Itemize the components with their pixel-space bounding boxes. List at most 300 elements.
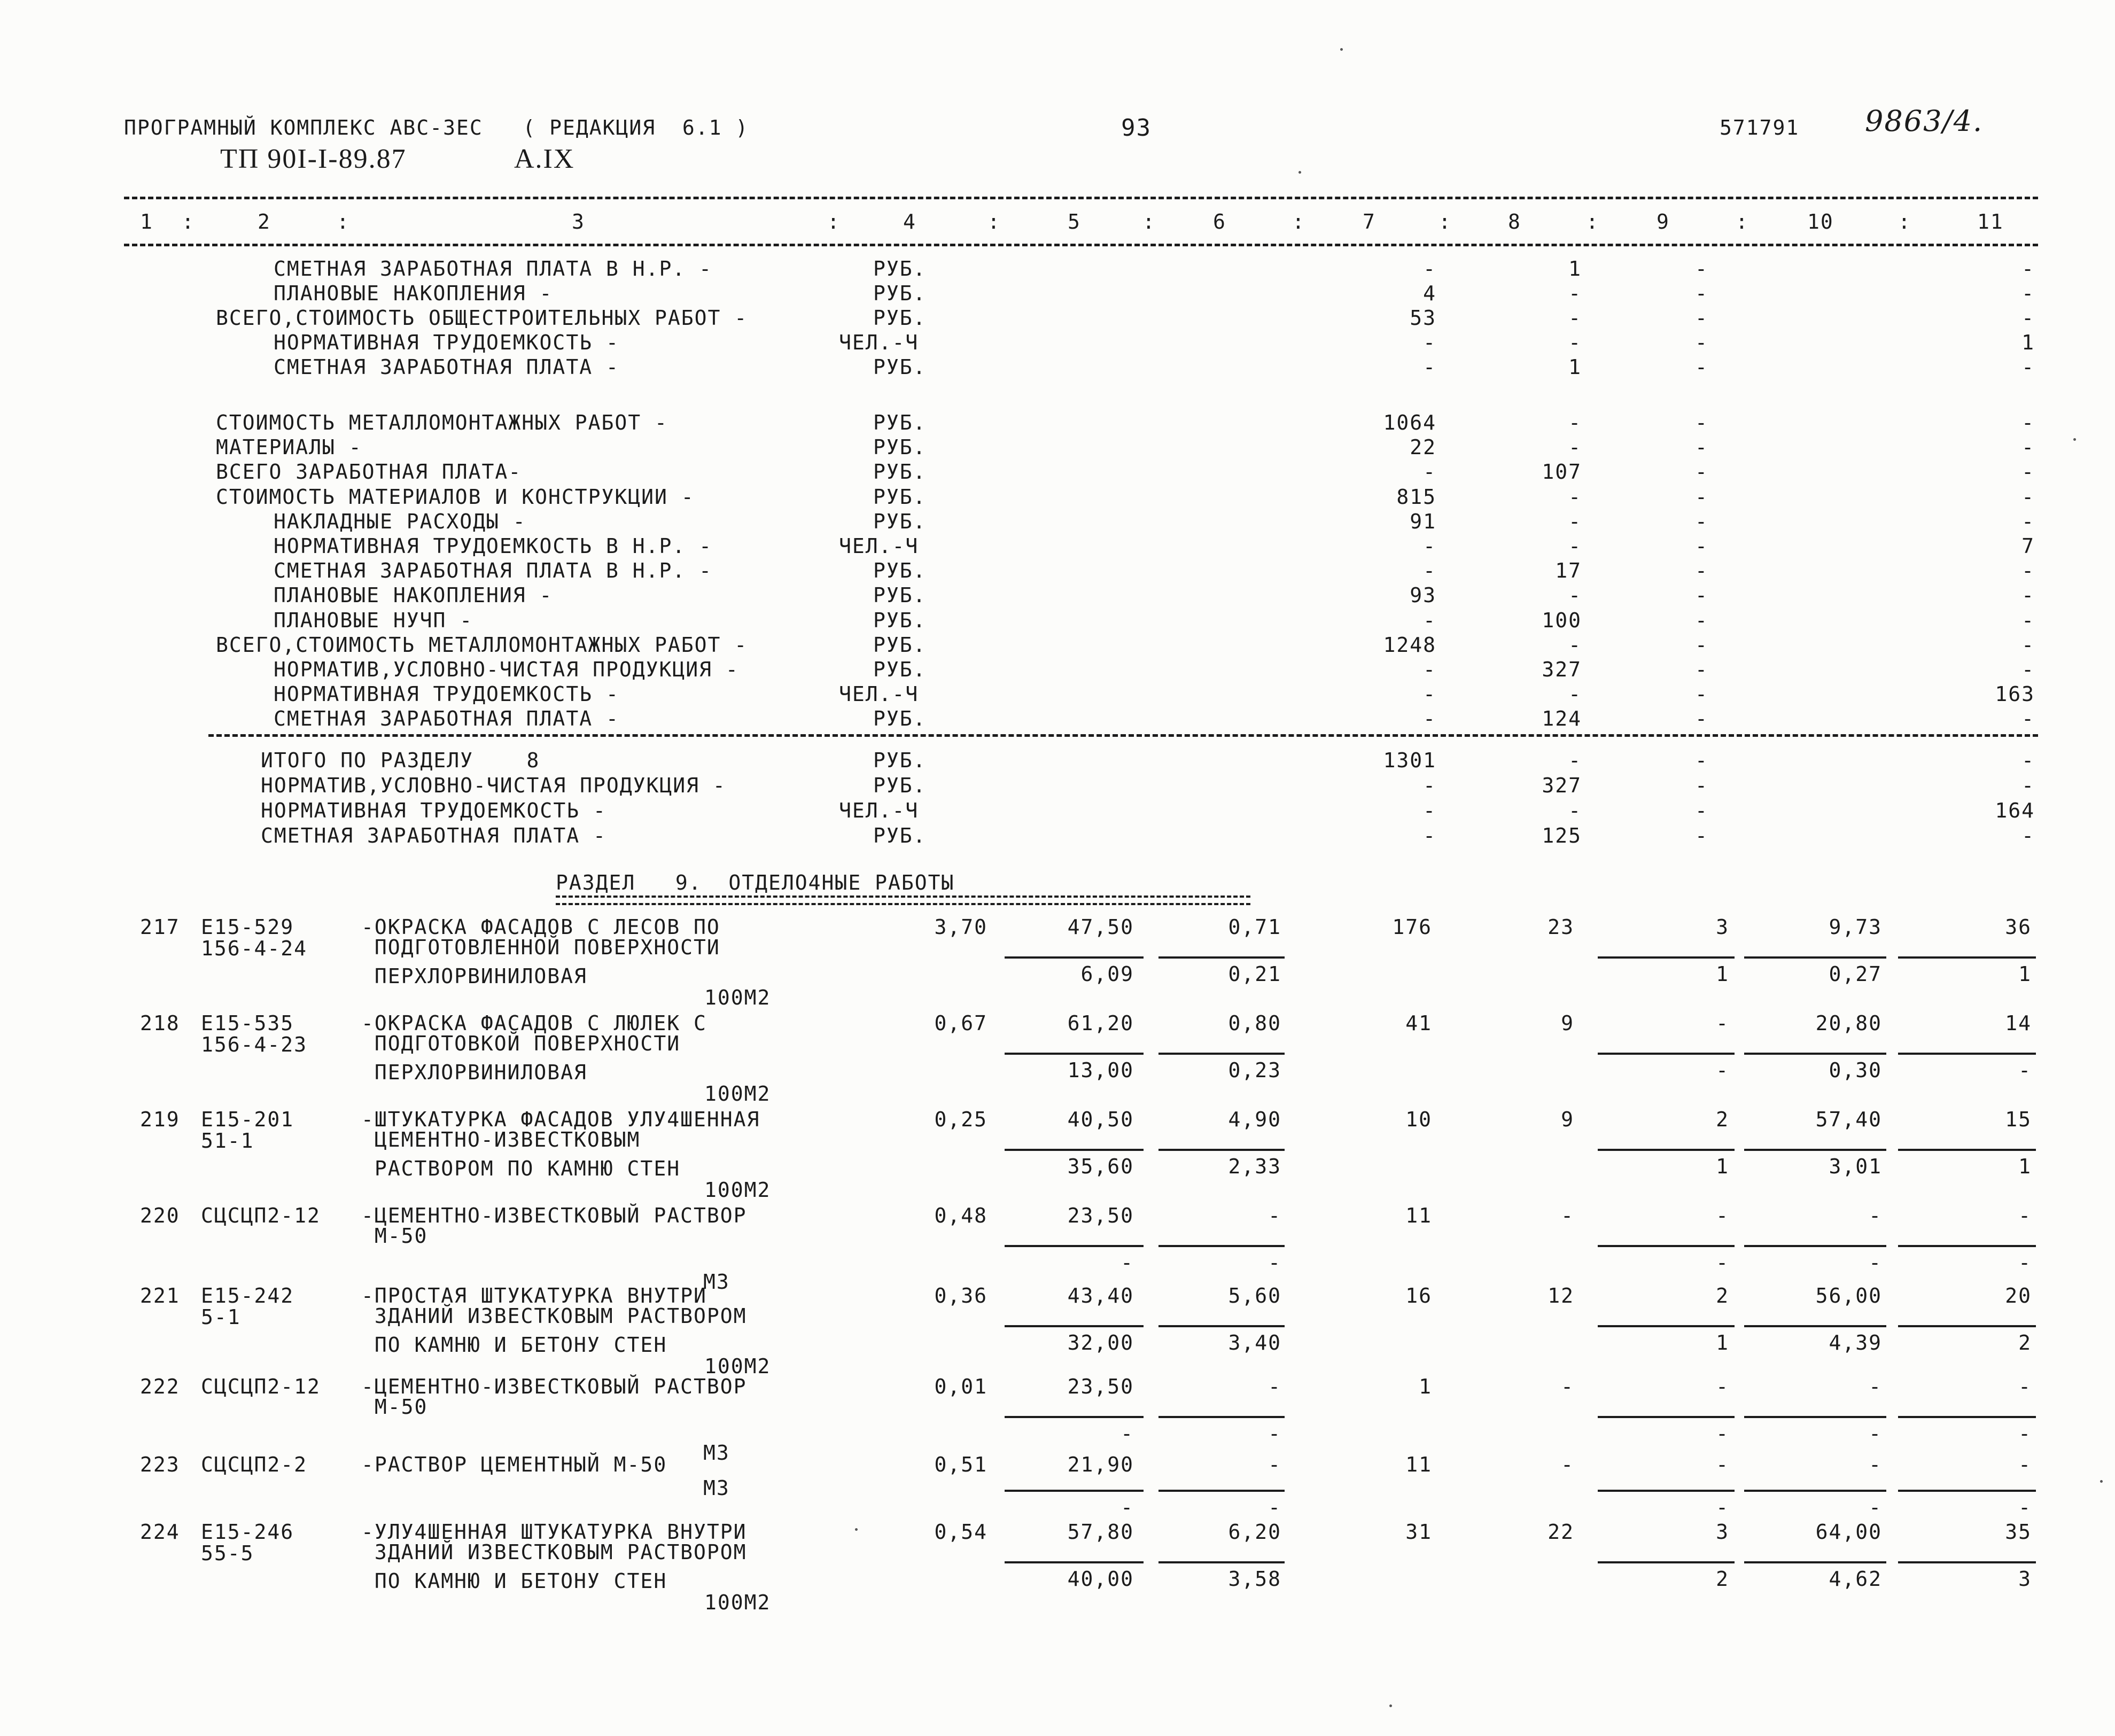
underline-col9	[1598, 1490, 1735, 1492]
unit-price-total: 23,50	[1067, 1375, 1134, 1398]
unit-price-wages: -	[1268, 1375, 1281, 1398]
header-rule-top	[124, 197, 2038, 199]
cell-col9: -	[1695, 355, 1708, 379]
column-header-4: 4	[903, 210, 916, 233]
unit-price-wages: 0,80	[1228, 1011, 1281, 1035]
document-code: 571791	[1720, 116, 1800, 139]
underline-col9	[1598, 1053, 1735, 1055]
item-description: -УЛУ4ШЕННАЯ ШТУКАТУРКА ВНУТРИ	[361, 1520, 747, 1544]
cell-col9: -	[1695, 749, 1708, 772]
cell-col9: -	[1695, 824, 1708, 847]
row-unit: РУБ.	[873, 460, 927, 484]
section-title-underline	[556, 896, 1250, 905]
labor-norm: 20,80	[1815, 1011, 1882, 1035]
cell-col9: -	[1695, 534, 1708, 558]
machine-labor-norm: 4,39	[1829, 1331, 1882, 1354]
cell-col8: 1	[1568, 257, 1582, 281]
total-wages: -	[1561, 1453, 1574, 1476]
total-wages: 12	[1548, 1284, 1574, 1307]
cell-col11: -	[2021, 306, 2035, 330]
labor-total: -	[2018, 1204, 2032, 1227]
total-cost: 11	[1405, 1204, 1432, 1227]
machine-price: 32,00	[1067, 1331, 1134, 1354]
cell-col7: -	[1423, 534, 1436, 558]
item-description: РАСТВОРОМ ПО КАМНЮ СТЕН	[361, 1157, 681, 1180]
item-norm-code: 5-1	[201, 1305, 241, 1329]
scan-speck	[2100, 1480, 2103, 1483]
cell-col11: -	[2021, 355, 2035, 379]
underline-col10	[1744, 1561, 1886, 1563]
total-wages: 9	[1561, 1011, 1574, 1035]
item-description: -ПРОСТАЯ ШТУКАТУРКА ВНУТРИ	[361, 1284, 707, 1307]
column-header-9: 9	[1657, 210, 1670, 233]
total-cost: 16	[1405, 1284, 1432, 1307]
cell-col8: -	[1568, 435, 1582, 460]
underline-col5	[1005, 1416, 1144, 1418]
cell-col8: 327	[1542, 774, 1582, 797]
unit-price-wages: 0,71	[1228, 915, 1281, 939]
cell-col11: 164	[1995, 799, 2035, 822]
item-code: Е15-535	[201, 1011, 294, 1035]
machine-wages: -	[1268, 1422, 1281, 1445]
underline-col10	[1744, 1325, 1886, 1327]
item-description: М-50	[361, 1224, 428, 1248]
item-number: 223	[140, 1453, 180, 1476]
unit-price-wages: -	[1268, 1204, 1281, 1227]
machine-price: 6,09	[1080, 962, 1134, 986]
machine-wages-total: 1	[1716, 1155, 1729, 1178]
row-unit: РУБ.	[873, 257, 927, 281]
machine-labor-norm: -	[1869, 1422, 1882, 1445]
cell-col7: -	[1423, 658, 1436, 681]
album-number: А.IX	[514, 144, 575, 174]
unit-price-total: 40,50	[1067, 1108, 1134, 1131]
section-title: РАЗДЕЛ 9. ОТДЕЛО4НЫЕ РАБОТЫ	[556, 871, 955, 894]
item-code: Е15-246	[201, 1520, 294, 1544]
item-number: 224	[140, 1520, 180, 1544]
item-norm-code: 156-4-24	[201, 937, 308, 960]
labor-total: 35	[2005, 1520, 2032, 1544]
cell-col8: -	[1568, 749, 1582, 772]
cell-col9: -	[1695, 774, 1708, 797]
header-rule-bottom	[124, 244, 2038, 246]
underline-col11	[1898, 1416, 2036, 1418]
row-unit: ЧЕЛ.-Ч	[839, 331, 919, 354]
row-unit: РУБ.	[873, 509, 927, 533]
unit-price-total: 43,40	[1067, 1284, 1134, 1307]
underline-col10	[1744, 1149, 1886, 1151]
row-unit: РУБ.	[873, 485, 927, 509]
labor-norm: -	[1869, 1375, 1882, 1398]
cell-col8: -	[1568, 306, 1582, 330]
cell-col8: -	[1568, 682, 1582, 706]
item-quantity: 0,48	[934, 1204, 987, 1227]
underline-col6	[1158, 1561, 1285, 1563]
cell-col9: -	[1695, 257, 1708, 281]
labor-total: -	[2018, 1375, 2032, 1398]
underline-col5	[1005, 1053, 1144, 1055]
cell-col11: 163	[1995, 682, 2035, 706]
cell-col9: -	[1695, 559, 1708, 583]
underline-col11	[1898, 956, 2036, 959]
labor-total: 15	[2005, 1108, 2032, 1131]
underline-col10	[1744, 1416, 1886, 1418]
row-label: СМЕТНАЯ ЗАРАБОТНАЯ ПЛАТА -	[274, 707, 619, 731]
item-unit: 100М2	[704, 1082, 771, 1106]
cell-col9: -	[1695, 682, 1708, 706]
cell-col8: -	[1568, 331, 1582, 354]
cell-col9: -	[1695, 485, 1708, 509]
row-label: НАКЛАДНЫЕ РАСХОДЫ -	[274, 509, 526, 533]
row-label: ВСЕГО,СТОИМОСТЬ МЕТАЛЛОМОНТАЖНЫХ РАБОТ -	[216, 633, 748, 657]
column-separator: :	[987, 210, 1001, 233]
unit-price-total: 23,50	[1067, 1204, 1134, 1227]
cell-col8: -	[1568, 633, 1582, 657]
total-wages: -	[1561, 1375, 1574, 1398]
column-separator: :	[827, 210, 841, 233]
item-code: Е15-529	[201, 915, 294, 939]
labor-norm: 9,73	[1829, 915, 1882, 939]
item-unit: 100М2	[704, 986, 771, 1009]
row-label: СМЕТНАЯ ЗАРАБОТНАЯ ПЛАТА В Н.Р. -	[274, 559, 712, 583]
machine-cost: 3	[1716, 915, 1729, 939]
underline-col6	[1158, 1325, 1285, 1327]
item-description: ПЕРХЛОРВИНИЛОВАЯ	[361, 964, 587, 988]
item-description: -ОКРАСКА ФАСАДОВ С ЛЮЛЕК С	[361, 1011, 707, 1035]
cell-col11: 7	[2021, 534, 2035, 558]
machine-labor-norm: 3,01	[1829, 1155, 1882, 1178]
total-cost: 31	[1405, 1520, 1432, 1544]
row-label: ПЛАНОВЫЕ НУЧП -	[274, 608, 473, 632]
row-label: МАТЕРИАЛЫ -	[216, 435, 362, 460]
row-label: СТОИМОСТЬ МАТЕРИАЛОВ И КОНСТРУКЦИИ -	[216, 485, 695, 509]
item-number: 220	[140, 1204, 180, 1227]
cell-col11: -	[2021, 608, 2035, 632]
cell-col11: -	[2021, 774, 2035, 797]
unit-price-wages: -	[1268, 1453, 1281, 1476]
column-separator: :	[1586, 210, 1599, 233]
cell-col9: -	[1695, 460, 1708, 484]
machine-wages: 3,58	[1228, 1567, 1281, 1591]
cell-col8: -	[1568, 485, 1582, 509]
cell-col8: 125	[1542, 824, 1582, 847]
cell-col11: -	[2021, 282, 2035, 305]
row-label: СМЕТНАЯ ЗАРАБОТНАЯ ПЛАТА -	[274, 355, 619, 379]
row-label: ПЛАНОВЫЕ НАКОПЛЕНИЯ -	[274, 282, 553, 305]
underline-col9	[1598, 1561, 1735, 1563]
item-description: М-50	[361, 1395, 428, 1419]
cell-col9: -	[1695, 331, 1708, 354]
item-description: ПОДГОТОВЛЕННОЙ ПОВЕРХНОСТИ	[361, 936, 720, 959]
item-unit: М3	[703, 1441, 730, 1465]
machine-price: -	[1121, 1422, 1134, 1445]
cell-col11: -	[2021, 257, 2035, 281]
machine-wages-total: -	[1716, 1496, 1729, 1519]
column-header-5: 5	[1068, 210, 1081, 233]
labor-norm: 57,40	[1815, 1108, 1882, 1131]
column-header-8: 8	[1508, 210, 1521, 233]
cell-col11: -	[2021, 411, 2035, 434]
item-code: СЦСЦП2-12	[201, 1375, 321, 1398]
machine-price: 40,00	[1067, 1567, 1134, 1591]
cell-col7: 22	[1410, 435, 1436, 460]
underline-col9	[1598, 1416, 1735, 1418]
item-unit: 100М2	[704, 1178, 771, 1202]
row-label: НОРМАТИВНАЯ ТРУДОЕМКОСТЬ -	[274, 682, 619, 706]
item-description: -РАСТВОР ЦЕМЕНТНЫЙ М-50	[361, 1453, 667, 1476]
row-label: ВСЕГО,СТОИМОСТЬ ОБЩЕСТРОИТЕЛЬНЫХ РАБОТ -	[216, 306, 748, 330]
scan-speck	[1298, 171, 1301, 174]
cell-col9: -	[1695, 435, 1708, 460]
row-unit: РУБ.	[873, 306, 927, 330]
cell-col11: -	[2021, 509, 2035, 533]
row-label: СМЕТНАЯ ЗАРАБОТНАЯ ПЛАТА -	[261, 824, 606, 847]
underline-col10	[1744, 956, 1886, 959]
cell-col8: -	[1568, 282, 1582, 305]
cell-col8: 17	[1555, 559, 1582, 583]
cell-col9: -	[1695, 608, 1708, 632]
machine-price: -	[1121, 1496, 1134, 1519]
labor-norm: -	[1869, 1453, 1882, 1476]
machine-wages: -	[1268, 1251, 1281, 1274]
machine-price: -	[1121, 1251, 1134, 1274]
underline-col6	[1158, 1245, 1285, 1247]
machine-cost: -	[1716, 1011, 1729, 1035]
labor-norm: 64,00	[1815, 1520, 1882, 1544]
cell-col9: -	[1695, 633, 1708, 657]
item-unit: 100М2	[704, 1591, 771, 1614]
cell-col9: -	[1695, 306, 1708, 330]
cell-col11: -	[2021, 749, 2035, 772]
underline-col10	[1744, 1245, 1886, 1247]
item-number: 222	[140, 1375, 180, 1398]
item-description: ЦЕМЕНТНО-ИЗВЕСТКОВЫМ	[361, 1128, 641, 1151]
row-label: ПЛАНОВЫЕ НАКОПЛЕНИЯ -	[274, 583, 553, 608]
row-unit: РУБ.	[873, 658, 927, 681]
item-norm-code: 55-5	[201, 1542, 254, 1565]
row-label: НОРМАТИВНАЯ ТРУДОЕМКОСТЬ -	[274, 331, 619, 354]
machine-wages: 0,23	[1228, 1058, 1281, 1082]
cell-col7: -	[1423, 559, 1436, 583]
machine-labor-norm: -	[1869, 1251, 1882, 1274]
cell-col7: -	[1423, 682, 1436, 706]
total-wages: -	[1561, 1204, 1574, 1227]
cell-col7: -	[1423, 331, 1436, 354]
machine-cost: 2	[1716, 1284, 1729, 1307]
cell-col11: -	[2021, 658, 2035, 681]
item-description: -ОКРАСКА ФАСАДОВ С ЛЕСОВ ПО	[361, 915, 720, 939]
item-number: 217	[140, 915, 180, 939]
cell-col7: 1248	[1383, 633, 1436, 657]
cell-col9: -	[1695, 411, 1708, 434]
handwritten-sheet-number: 9863/4.	[1865, 104, 1984, 138]
total-wages: 9	[1561, 1108, 1574, 1131]
cell-col8: 107	[1542, 460, 1582, 484]
machine-labor-total: -	[2018, 1422, 2032, 1445]
cell-col8: -	[1568, 509, 1582, 533]
machine-wages-total: -	[1716, 1251, 1729, 1274]
machine-labor-norm: 0,27	[1829, 962, 1882, 986]
total-cost: 10	[1405, 1108, 1432, 1131]
item-quantity: 3,70	[934, 915, 987, 939]
cell-col8: 1	[1568, 355, 1582, 379]
cell-col8: 100	[1542, 608, 1582, 632]
cell-col11: -	[2021, 559, 2035, 583]
machine-cost: -	[1716, 1375, 1729, 1398]
labor-norm: 56,00	[1815, 1284, 1882, 1307]
underline-col5	[1005, 1325, 1144, 1327]
cell-col11: -	[2021, 435, 2035, 460]
row-unit: РУБ.	[873, 411, 927, 434]
item-unit: 100М2	[704, 1354, 771, 1378]
item-quantity: 0,36	[934, 1284, 987, 1307]
item-code: Е15-201	[201, 1108, 294, 1131]
cell-col8: 327	[1542, 658, 1582, 681]
cell-col7: -	[1423, 355, 1436, 379]
scan-speck	[1340, 48, 1343, 51]
labor-norm: -	[1869, 1204, 1882, 1227]
cell-col8: -	[1568, 411, 1582, 434]
machine-wages: 3,40	[1228, 1331, 1281, 1354]
item-quantity: 0,01	[934, 1375, 987, 1398]
row-unit: РУБ.	[873, 559, 927, 583]
machine-wages-total: -	[1716, 1058, 1729, 1082]
cell-col8: -	[1568, 534, 1582, 558]
underline-col11	[1898, 1561, 2036, 1563]
cell-col7: 815	[1396, 485, 1436, 509]
item-quantity: 0,67	[934, 1011, 987, 1035]
cell-col9: -	[1695, 282, 1708, 305]
machine-labor-norm: 0,30	[1829, 1058, 1882, 1082]
cell-col7: -	[1423, 608, 1436, 632]
item-description: -ЦЕМЕНТНО-ИЗВЕСТКОВЫЙ РАСТВОР	[361, 1204, 747, 1227]
machine-wages-total: 2	[1716, 1567, 1729, 1591]
item-unit: М3	[703, 1476, 730, 1500]
underline-col11	[1898, 1149, 2036, 1151]
column-header-3: 3	[572, 210, 585, 233]
page-number: 93	[1121, 114, 1152, 142]
item-norm-code: 156-4-23	[201, 1033, 308, 1056]
row-label: ИТОГО ПО РАЗДЕЛУ 8	[261, 749, 540, 772]
cell-col11: -	[2021, 824, 2035, 847]
cell-col9: -	[1695, 799, 1708, 822]
column-separator: :	[1142, 210, 1156, 233]
row-unit: ЧЕЛ.-Ч	[839, 682, 919, 706]
underline-col6	[1158, 956, 1285, 959]
item-code: Е15-242	[201, 1284, 294, 1307]
row-unit: РУБ.	[873, 435, 927, 460]
total-cost: 11	[1405, 1453, 1432, 1476]
total-cost: 41	[1405, 1011, 1432, 1035]
labor-total: 20	[2005, 1284, 2032, 1307]
row-unit: РУБ.	[873, 355, 927, 379]
labor-total: -	[2018, 1453, 2032, 1476]
cell-col11: -	[2021, 485, 2035, 509]
item-unit: М3	[703, 1270, 730, 1294]
cell-col11: -	[2021, 633, 2035, 657]
machine-wages: -	[1268, 1496, 1281, 1519]
column-separator: :	[182, 210, 195, 233]
labor-total: 36	[2005, 915, 2032, 939]
cell-col7: 1301	[1383, 749, 1436, 772]
underline-col11	[1898, 1325, 2036, 1327]
cell-col11: -	[2021, 707, 2035, 731]
underline-col6	[1158, 1149, 1285, 1151]
total-cost: 1	[1419, 1375, 1432, 1398]
underline-col9	[1598, 1245, 1735, 1247]
machine-labor-norm: 4,62	[1829, 1567, 1882, 1591]
row-label: НОРМАТИВНАЯ ТРУДОЕМКОСТЬ В Н.Р. -	[274, 534, 712, 558]
underline-col10	[1744, 1490, 1886, 1492]
cell-col8: -	[1568, 799, 1582, 822]
column-header-7: 7	[1363, 210, 1376, 233]
cell-col9: -	[1695, 509, 1708, 533]
row-unit: РУБ.	[873, 707, 927, 731]
machine-labor-total: -	[2018, 1251, 2032, 1274]
row-unit: РУБ.	[873, 633, 927, 657]
machine-wages-total: -	[1716, 1422, 1729, 1445]
unit-price-wages: 5,60	[1228, 1284, 1281, 1307]
total-cost: 176	[1392, 915, 1432, 939]
underline-col11	[1898, 1245, 2036, 1247]
underline-col5	[1005, 956, 1144, 959]
column-header-11: 11	[1977, 210, 2004, 233]
item-description: -ШТУКАТУРКА ФАСАДОВ УЛУ4ШЕННАЯ	[361, 1108, 760, 1131]
cell-col11: -	[2021, 583, 2035, 608]
row-label: СТОИМОСТЬ МЕТАЛЛОМОНТАЖНЫХ РАБОТ -	[216, 411, 668, 434]
underline-col10	[1744, 1053, 1886, 1055]
row-unit: РУБ.	[873, 774, 927, 797]
item-number: 219	[140, 1108, 180, 1131]
underline-col5	[1005, 1245, 1144, 1247]
underline-col9	[1598, 1325, 1735, 1327]
cell-col7: 53	[1410, 306, 1436, 330]
cell-col7: -	[1423, 824, 1436, 847]
machine-wages-total: 1	[1716, 1331, 1729, 1354]
row-unit: ЧЕЛ.-Ч	[839, 799, 919, 822]
item-code: СЦСЦП2-12	[201, 1204, 321, 1227]
column-header-1: 1	[140, 210, 153, 233]
unit-price-total: 57,80	[1067, 1520, 1134, 1544]
item-description: ПО КАМНЮ И БЕТОНУ СТЕН	[361, 1569, 667, 1593]
scan-speck	[2073, 438, 2076, 441]
underline-col9	[1598, 1149, 1735, 1151]
column-header-6: 6	[1213, 210, 1226, 233]
row-unit: РУБ.	[873, 824, 927, 847]
unit-price-total: 21,90	[1067, 1453, 1134, 1476]
machine-price: 13,00	[1067, 1058, 1134, 1082]
item-quantity: 0,51	[934, 1453, 987, 1476]
machine-cost: -	[1716, 1204, 1729, 1227]
total-wages: 23	[1548, 915, 1574, 939]
cell-col7: 93	[1410, 583, 1436, 608]
underline-col6	[1158, 1490, 1285, 1492]
cell-col11: 1	[2021, 331, 2035, 354]
machine-wages: 0,21	[1228, 962, 1281, 986]
column-separator: :	[1438, 210, 1452, 233]
row-unit: РУБ.	[873, 608, 927, 632]
cell-col7: -	[1423, 799, 1436, 822]
cell-col7: -	[1423, 707, 1436, 731]
underline-col6	[1158, 1053, 1285, 1055]
cell-col9: -	[1695, 658, 1708, 681]
column-separator: :	[337, 210, 350, 233]
unit-price-total: 61,20	[1067, 1011, 1134, 1035]
cell-col9: -	[1695, 707, 1708, 731]
row-label: НОРМАТИВНАЯ ТРУДОЕМКОСТЬ -	[261, 799, 606, 822]
cell-col11: -	[2021, 460, 2035, 484]
machine-cost: -	[1716, 1453, 1729, 1476]
